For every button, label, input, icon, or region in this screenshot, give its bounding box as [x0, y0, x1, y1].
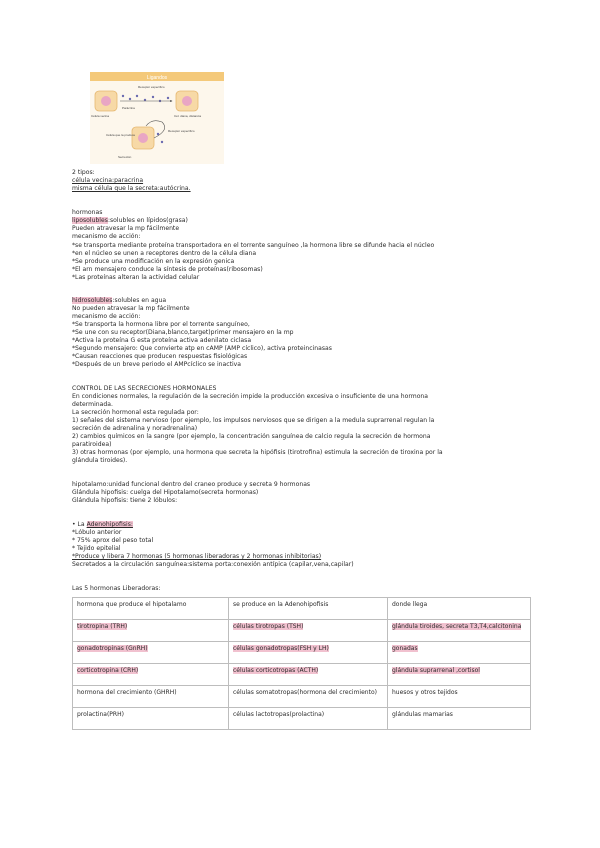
text-line: Secretados a la circulación sanguínea:sistema porta:conexión antípica (capilar,vena,capilar) — [72, 561, 354, 568]
label-neighbor: Célula vecina — [91, 114, 110, 118]
table-caption: Las 5 hormonas Liberadoras: — [72, 585, 161, 592]
text-line: secreción de adrenalina y noradrenalina) — [72, 425, 198, 432]
figure-banner-text: Ligandos — [146, 75, 168, 81]
text-line: * Tejido epitelial — [72, 545, 121, 552]
table-cell: células somatotropas(hormona del crecimiento) — [229, 686, 388, 708]
text-line: *Después de un breve periodo el AMPcíclico se inactiva — [72, 361, 242, 368]
label-secretion: Secreción — [118, 155, 132, 159]
table-cell — [73, 642, 229, 664]
text-line: hormonas — [72, 209, 103, 216]
nucleus-left — [101, 96, 111, 106]
table-cell — [73, 664, 229, 686]
text-line: glándula tiroides). — [72, 457, 128, 464]
text-line-rest: :solubles en agua — [112, 297, 167, 304]
table-cell — [229, 664, 388, 686]
term-hidrosolubles: hidrosolubles — [72, 297, 113, 304]
text-line: En condiciones normales, la regulación de la secreción impide la producción excesiva o insuficiente de una hormona — [72, 393, 429, 400]
text-line: *se transporta mediante proteína transportadora en el torrente sanguíneo ,la hormona libre se difunde hacia el núcleo — [72, 242, 435, 249]
text-line: hipotalamo:unidad funcional dentro del craneo produce y secreta 9 hormonas — [72, 481, 311, 488]
section-heading: CONTROL DE LAS SECRECIONES HORMONALES — [72, 385, 217, 392]
text-line: *Segundo mensajero: Que convierte atp en cAMP (AMP cíclico), activa proteincinasas — [72, 345, 332, 352]
table-cell: células lactotropas(prolactina) — [229, 708, 388, 730]
text-line: *Se transporta la hormona libre por el torrente sanguíneo, — [72, 321, 250, 328]
cell-text: corticotropina (CRH) — [77, 667, 139, 674]
text-line: misma célula que la secreta:autócrina. — [72, 185, 191, 192]
table-cell: huesos y otros tejidos — [388, 686, 531, 708]
text-line: Pueden atravesar la mp fácilmente — [72, 225, 180, 232]
text-line: 2 tipos: — [72, 169, 95, 176]
text-line: *Lóbulo anterior — [72, 529, 122, 536]
text-line: La secreción hormonal esta regulada por: — [72, 409, 199, 416]
table-row — [73, 708, 531, 730]
liberating-hormones-table — [72, 597, 531, 730]
table-cell: glándulas mamarias — [388, 708, 531, 730]
nucleus-bottom — [138, 133, 148, 143]
bullet-prefix: • La — [72, 521, 87, 528]
table-header-row — [73, 598, 531, 620]
table-cell — [229, 620, 388, 642]
text-line: *Causan reacciones que producen respuestas fisiológicas — [72, 353, 248, 360]
text-line: *Las proteínas alteran la actividad celular — [72, 274, 200, 281]
text-line: 2) cambios químicos en la sangre (por ejemplo, la concentración sanguínea de calcio regula la secreción de hormona — [72, 433, 431, 440]
text-line: *Se une con su receptor(Diana,blanco,target)primer mensajero en la mp — [72, 329, 294, 336]
label-receptor: Receptor específico — [138, 85, 165, 89]
text-line: *Produce y libera 7 hormonas (5 hormonas liberadoras y 2 hormonas inhibitorias) — [72, 553, 322, 560]
text-line — [72, 521, 133, 529]
cell-signaling-figure — [90, 72, 224, 164]
text-line: No pueden atravesar la mp fácilmente — [72, 305, 190, 312]
text-line: Glándula hipofisis: tiene 2 lóbulos: — [72, 497, 178, 504]
text-line: paratiroidea) — [72, 441, 112, 448]
table-cell: hormona del crecimiento (GHRH) — [73, 686, 229, 708]
term-liposolubles: liposolubles — [72, 217, 108, 224]
text-line: *Se produce una modificación en la expresión genica — [72, 258, 235, 265]
text-line: *en el núcleo se unen a receptores dentro de la célula diana — [72, 250, 257, 257]
cell-text: tirotropina (TRH) — [77, 623, 128, 630]
text-line-rest: :solubles en lípidos(grasa) — [107, 217, 188, 224]
text-line: 1) señales del sistema nervioso (por ejemplo, los impulsos nerviosos que se dirigen a la medula suprarrenal regulan la — [72, 417, 435, 424]
nucleus-right — [182, 96, 192, 106]
table-row — [73, 664, 531, 686]
table-header-cell: donde llega — [388, 598, 531, 620]
label-receptor2: Receptor específico — [168, 129, 195, 133]
table-row — [73, 620, 531, 642]
text-line: determinada. — [72, 401, 113, 408]
label-remote: Cél. diana, distancia — [174, 114, 202, 118]
text-line: mecanismo de acción: — [72, 313, 141, 320]
table-cell — [388, 642, 531, 664]
table-header-cell: se produce en la Adenohipofisis — [229, 598, 388, 620]
text-line — [72, 297, 166, 305]
text-line: 3) otras hormonas (por ejemplo, una hormona que secreta la hipófisis (tirotrofina) estimula la secreción de tiroxina por la — [72, 449, 443, 456]
table-cell — [388, 664, 531, 686]
table-cell — [388, 620, 531, 642]
table-cell — [73, 620, 229, 642]
text-line: célula vecina:paracrina — [72, 177, 144, 184]
cell-text: células gonadotropas(FSH y LH) — [233, 645, 329, 652]
label-own-cell: Célula que la produce — [106, 133, 136, 137]
text-line: *Activa la proteína G esta proteína activa adenilato ciclasa — [72, 337, 252, 344]
text-line: mecanismo de acción: — [72, 233, 141, 240]
cell-text: gonadas — [392, 645, 418, 652]
text-line: *El arn mensajero conduce la síntesis de proteínas(ribosomas) — [72, 266, 263, 273]
cell-text: células tirotropas (TSH) — [233, 623, 304, 630]
label-paracrine: Parácrina — [122, 106, 135, 110]
cell-text: glándula suprarrenal ,cortisol — [392, 667, 480, 674]
table-row — [73, 642, 531, 664]
table-cell — [229, 642, 388, 664]
table-header-cell: hormona que produce el hipotalamo — [73, 598, 229, 620]
term-adenohipofisis: Adenohipofisis: — [86, 521, 133, 528]
text-line — [72, 217, 188, 225]
text-line: Glándula hipofisis: cuelga del Hipotalamo(secreta hormonas) — [72, 489, 259, 496]
text-line: * 75% aprox del peso total — [72, 537, 154, 544]
cell-text: células corticotropas (ACTH) — [233, 667, 319, 674]
cell-text: glándula tiroides, secreta T3,T4,calcitonina — [392, 623, 522, 630]
table-cell: prolactina(PRH) — [73, 708, 229, 730]
table-row — [73, 686, 531, 708]
cell-text: gonadotropinas (GnRH) — [77, 645, 148, 652]
